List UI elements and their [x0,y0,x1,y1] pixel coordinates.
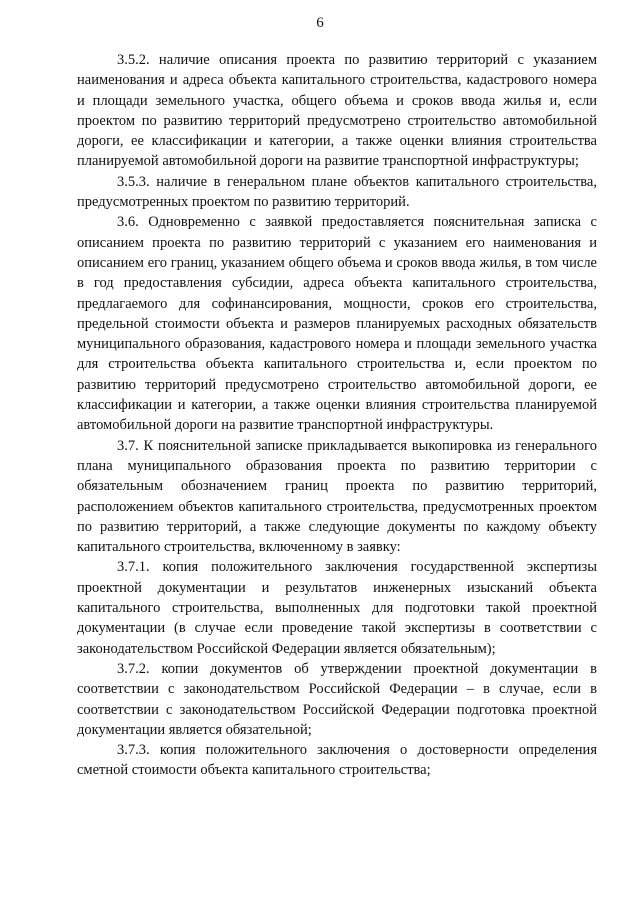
paragraph-3-6: 3.6. Одновременно с заявкой предоставляется пояснительная записка с описанием проекта по развитию территорий с указанием его наименования и описанием его границ, указанием общего объема и сроков ввода жилья, в том числе в год предоставления субсидии, адреса объекта капитального строительства, предлагаемого для софинансирования, мощности, сроков его строительства, предельной стоимости объекта и размеров планируемых расходных обязательств муниципального образования, кадастрового номера и площади земельного участка для строительства объекта капитального строительства и, если проектом по развитию территорий предусмотрено строительство автомобильной дороги, ее классификации и категории, а также оценки влияния строительства планируемой автомобильной дороги на развитие транспортной инфраструктуры. [77,214,597,434]
paragraph-3-7: 3.7. К пояснительной записке прикладывается выкопировка из генерального плана муниципального образования проекта по развитию территории с обязательным обозначением границ проекта по развитию территорий, расположением объектов капитального строительства, предусмотренных проектом по развитию территорий, а также следующие документы по каждому объекту капитального строительства, включенному в заявку: [77,437,597,556]
document-body [77,50,597,781]
paragraph-3-7-3: 3.7.3. копия положительного заключения о достоверности определения сметной стоимости объекта капитального строительства; [77,742,597,779]
paragraph-3-7-2: 3.7.2. копии документов об утверждении проектной документации в соответствии с законодательством Российской Федерации – в случае, если в соответствии с законодательством Российской Федерации подготовка проектной документации является обязательной; [77,660,597,738]
paragraph-3-5-2: 3.5.2. наличие описания проекта по развитию территорий с указанием наименования и адреса объекта капитального строительства, кадастрового номера и площади земельного участка, общего объема и сроков ввода жилья и, если проектом по развитию территорий предусмотрено строительство автомобильной дороги, ее классификации и категории, а также оценки влияния строительства планируемой автомобильной дороги на развитие транспортной инфраструктуры; [77,52,597,170]
paragraph-3-7-1: 3.7.1. копия положительного заключения государственной экспертизы проектной документации и результатов инженерных изысканий объекта капитального строительства, выполненных для подготовки такой проектной документации (в случае если проведение такой экспертизы в соответствии с законодательством Российской Федерации является обязательным); [77,559,597,657]
paragraph-3-5-3: 3.5.3. наличие в генеральном плане объектов капитального строительства, предусмотренных проектом по развитию территорий. [77,173,597,211]
page-number: 6 [316,15,324,31]
